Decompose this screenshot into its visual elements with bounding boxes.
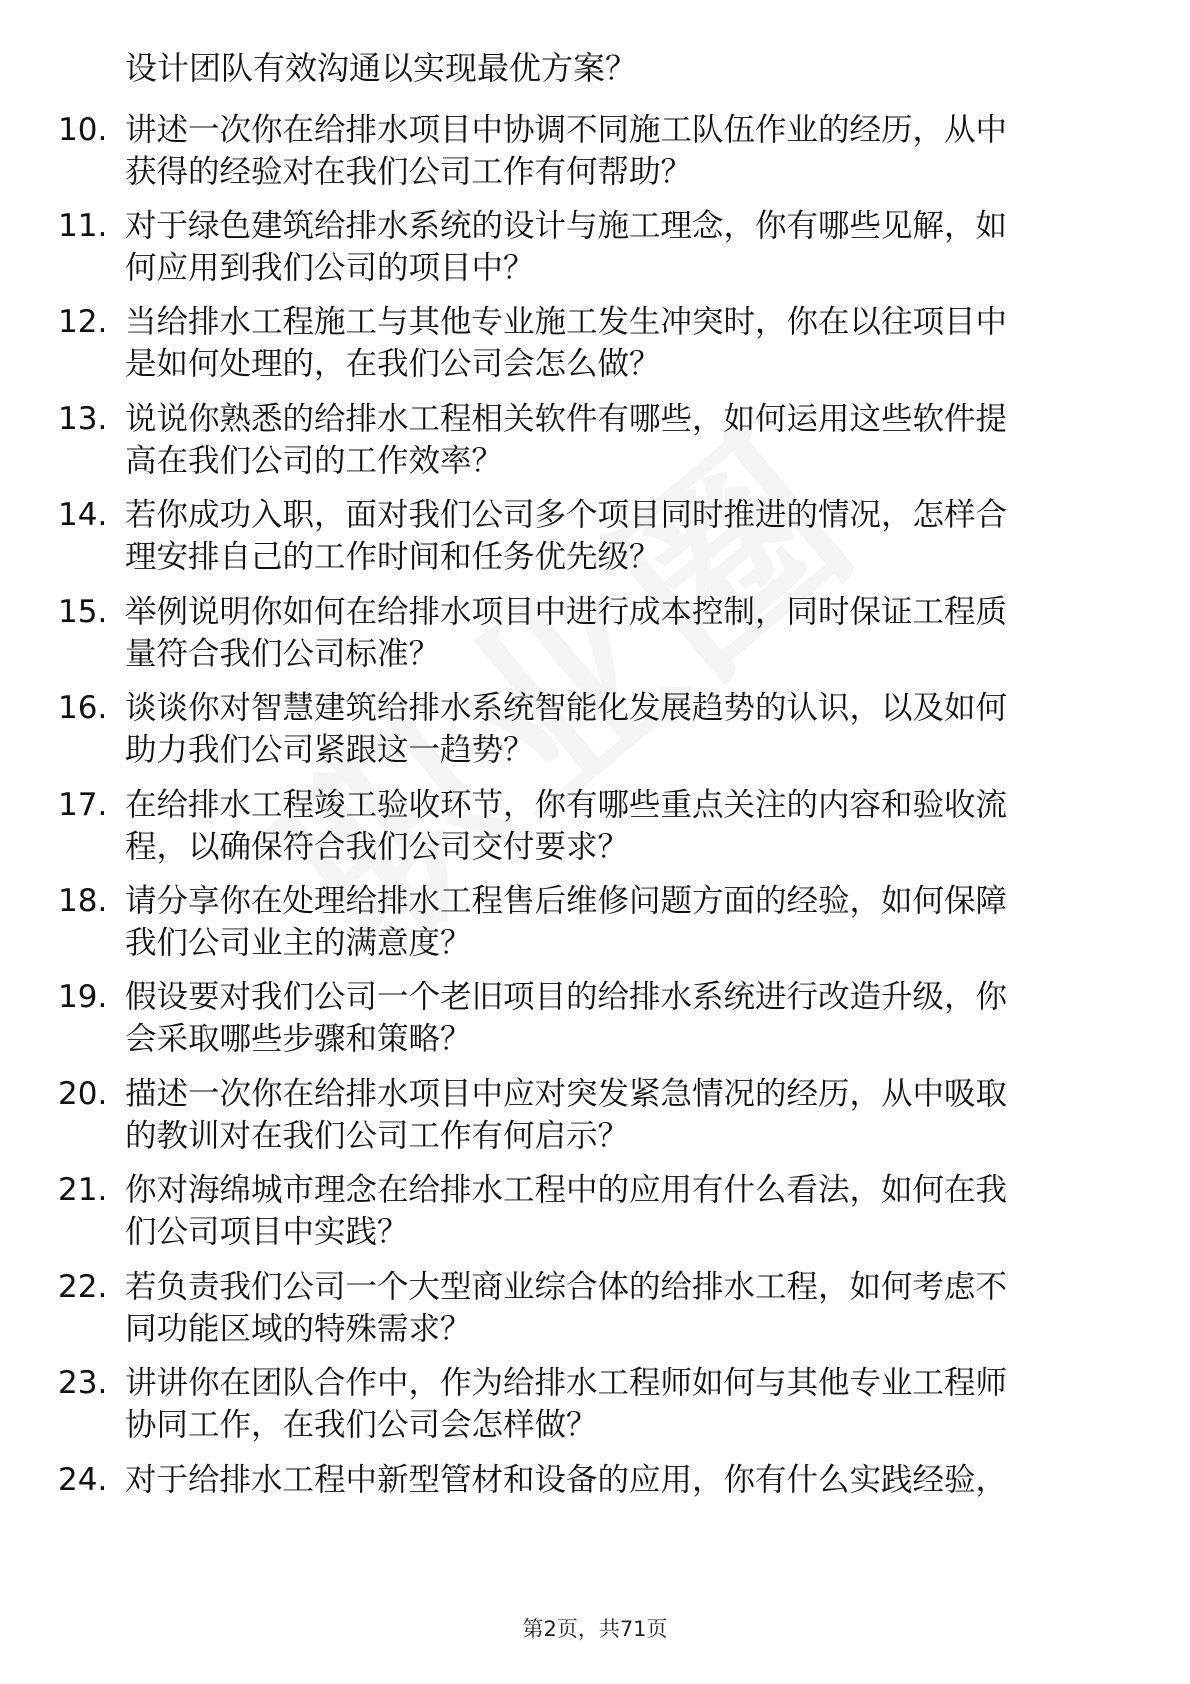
question-number: 24. [58,1462,108,1498]
question-text-line: 量符合我们公司标准？ [125,636,441,672]
question-item [58,590,1133,690]
question-text-line: 高在我们公司的工作效率？ [125,443,504,479]
question-number: 23. [58,1365,108,1401]
question-text-line: 讲述一次你在给排水项目中协调不同施工队伍作业的经历，从中 [125,112,1008,148]
question-text-line: 同功能区域的特殊需求？ [125,1311,472,1347]
question-item [58,783,1133,883]
question-item [58,879,1133,979]
question-number: 17. [58,787,108,823]
question-number: 22. [58,1269,108,1305]
question-item [58,204,1133,304]
question-text-line: 获得的经验对在我们公司工作有何帮助？ [125,154,693,190]
question-number: 11. [58,208,108,244]
question-item [58,108,1133,208]
question-text-line: 我们公司业主的满意度？ [125,925,472,961]
question-item [58,975,1133,1075]
question-item [58,1265,1133,1365]
question-number: 19. [58,979,108,1015]
question-item [58,1072,1133,1172]
question-text-line: 描述一次你在给排水项目中应对突发紧急情况的经历，从中吸取 [125,1076,1008,1112]
question-item [58,1458,1133,1558]
question-text-line: 的教训对在我们公司工作有何启示？ [125,1118,630,1154]
question-text-line: 何应用到我们公司的项目中？ [125,250,535,286]
continued-question-text: 设计团队有效沟通以实现最优方案？ [125,49,638,87]
question-number: 20. [58,1076,108,1112]
question-item [58,686,1133,786]
question-number: 16. [58,690,108,726]
question-number: 14. [58,497,108,533]
question-text-line: 是如何处理的，在我们公司会怎么做？ [125,346,661,382]
question-item [58,493,1133,593]
question-text-line: 若你成功入职，面对我们公司多个项目同时推进的情况，怎样合 [125,497,1008,533]
question-text-line: 们公司项目中实践？ [125,1214,409,1250]
question-number: 10. [58,112,108,148]
question-number: 18. [58,883,108,919]
question-item [58,1168,1133,1268]
question-text-line: 举例说明你如何在给排水项目中进行成本控制，同时保证工程质 [125,594,1008,630]
question-text-line: 在给排水工程竣工验收环节，你有哪些重点关注的内容和验收流 [125,787,1008,823]
question-text-line: 理安排自己的工作时间和任务优先级？ [125,539,661,575]
question-number: 13. [58,401,108,437]
question-text-line: 当给排水工程施工与其他专业施工发生冲突时，你在以往项目中 [125,304,1008,340]
question-number: 12. [58,304,108,340]
question-item [58,1361,1133,1461]
question-text-line: 说说你熟悉的给排水工程相关软件有哪些，如何运用这些软件提 [125,401,1008,437]
question-text-line: 讲讲你在团队合作中，作为给排水工程师如何与其他专业工程师 [125,1365,1008,1401]
question-text-line: 协同工作，在我们公司会怎样做？ [125,1407,598,1443]
question-text-line: 程，以确保符合我们公司交付要求？ [125,829,630,865]
question-text-line: 对于绿色建筑给排水系统的设计与施工理念，你有哪些见解，如 [125,208,1008,244]
question-text-line: 你对海绵城市理念在给排水工程中的应用有什么看法，如何在我 [125,1172,1008,1208]
question-text-line: 假设要对我们公司一个老旧项目的给排水系统进行改造升级，你 [125,979,1008,1015]
question-text-line: 谈谈你对智慧建筑给排水系统智能化发展趋势的认识，以及如何 [125,690,1008,726]
question-text-line: 对于给排水工程中新型管材和设备的应用，你有什么实践经验， [125,1462,1008,1498]
page-number: 第2页，共71页 [522,1617,668,1641]
question-item [58,300,1133,400]
question-text-line: 若负责我们公司一个大型商业综合体的给排水工程，如何考虑不 [125,1269,1008,1305]
question-number: 15. [58,594,108,630]
question-number: 21. [58,1172,108,1208]
question-text-line: 会采取哪些步骤和策略？ [125,1021,472,1057]
question-item [58,397,1133,497]
question-text-line: 请分享你在处理给排水工程售后维修问题方面的经验，如何保障 [125,883,1008,919]
question-text-line: 助力我们公司紧跟这一趋势？ [125,732,535,768]
